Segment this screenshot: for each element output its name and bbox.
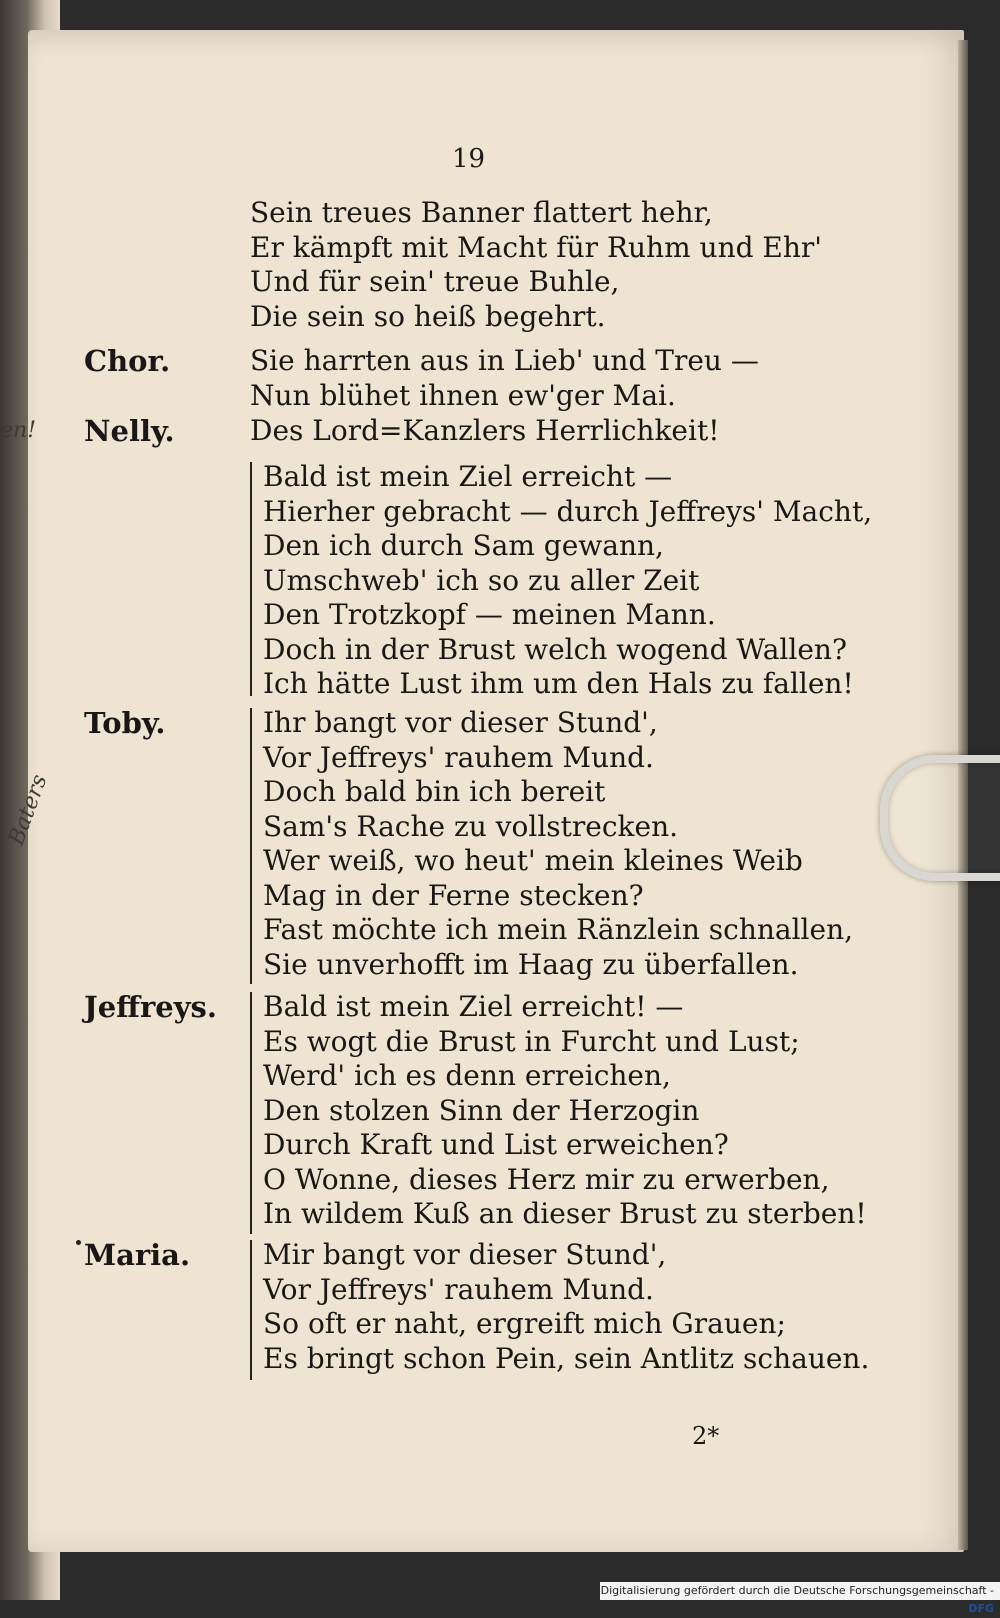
verse-line: Sie unverhofft im Haag zu überfallen. (263, 947, 799, 981)
speaker-jeffreys: Jeffreys. (84, 990, 217, 1024)
verse-line: Und für sein' treue Buhle, (250, 265, 620, 298)
verse-line: Den ich durch Sam gewann, (263, 529, 664, 562)
verse-toby (263, 706, 863, 982)
bookmark-clip (880, 755, 1000, 881)
verse-line: Bald ist mein Ziel erreicht! — (263, 990, 684, 1023)
verse-line: Die sein so heiß begehrt. (250, 299, 606, 333)
bleed-through-text: en! (0, 418, 37, 443)
verse-line: Den stolzen Sinn der Herzogin (263, 1093, 700, 1127)
verse-line: Doch in der Brust welch wogend Wallen? (263, 632, 847, 666)
page-number: 19 (452, 144, 486, 174)
signature-mark: 2* (692, 1422, 720, 1450)
verse-line: Ich hätte Lust ihm um den Hals zu fallen! (263, 667, 854, 700)
ensemble-brace (250, 992, 252, 1234)
ink-dot (76, 1240, 81, 1245)
verse-line: Sam's Rache zu vollstrecken. (263, 809, 678, 843)
verse-line: Vor Jeffreys' rauhem Mund. (263, 1272, 654, 1306)
verse-line: Sie harrten aus in Lieb' und Treu — (250, 344, 759, 377)
verse-line: Er kämpft mit Macht für Ruhm und Ehr' (250, 230, 822, 264)
speaker-maria: Maria. (84, 1238, 191, 1272)
verse-line: In wildem Kuß an dieser Brust zu sterben! (263, 1197, 867, 1230)
verse-line: Es bringt schon Pein, sein Antlitz schauen. (263, 1341, 870, 1375)
verse-line: Mir bangt vor dieser Stund', (263, 1238, 667, 1271)
verse-line: Werd' ich es denn erreichen, (263, 1059, 671, 1092)
speaker-nelly: Nelly. (84, 414, 175, 448)
verse-line: O Wonne, dieses Herz mir zu erwerben, (263, 1162, 830, 1196)
verse-nelly (263, 460, 873, 702)
verse-line: Doch bald bin ich bereit (263, 775, 606, 808)
verse-line: Ihr bangt vor dieser Stund', (263, 706, 658, 739)
verse-line: Nun blühet ihnen ew'ger Mai. (250, 378, 676, 412)
verse-line: Des Lord=Kanzlers Herrlichkeit! (250, 414, 720, 447)
verse-line: Mag in der Ferne stecken? (263, 878, 644, 912)
verse-line: Durch Kraft und List erweichen? (263, 1128, 729, 1161)
footer-text: Digitalisierung gefördert durch die Deutsche Forschungsgemeinschaft - (600, 1584, 994, 1597)
verse-intro (250, 196, 850, 334)
verse-line: So oft er naht, ergreift mich Grauen; (263, 1307, 786, 1340)
ensemble-brace (250, 708, 252, 984)
verse-chor (250, 344, 850, 413)
ensemble-brace (250, 462, 252, 696)
digitization-footer (600, 1582, 1000, 1615)
verse-maria (263, 1238, 870, 1376)
verse-line: Den Trotzkopf — meinen Mann. (263, 598, 716, 631)
ensemble-brace (250, 1240, 252, 1380)
speaker-chor: Chor. (84, 344, 171, 378)
verse-line: Sein treues Banner flattert hehr, (250, 196, 713, 229)
verse-line: Umschweb' ich so zu aller Zeit (263, 563, 700, 597)
dfg-logo: DFG (968, 1602, 994, 1615)
verse-line: Bald ist mein Ziel erreicht — (263, 460, 673, 493)
verse-line: Hierher gebracht — durch Jeffreys' Macht, (263, 494, 873, 528)
speaker-toby: Toby. (84, 706, 166, 740)
verse-nelly-first (250, 414, 850, 449)
verse-line: Fast möchte ich mein Ränzlein schnallen, (263, 913, 854, 946)
verse-line: Wer weiß, wo heut' mein kleines Weib (263, 844, 803, 877)
bleed-through-text: Baters (4, 771, 53, 849)
verse-line: Vor Jeffreys' rauhem Mund. (263, 740, 654, 774)
verse-jeffreys (263, 990, 867, 1232)
verse-line: Es wogt die Brust in Furcht und Lust; (263, 1024, 800, 1058)
